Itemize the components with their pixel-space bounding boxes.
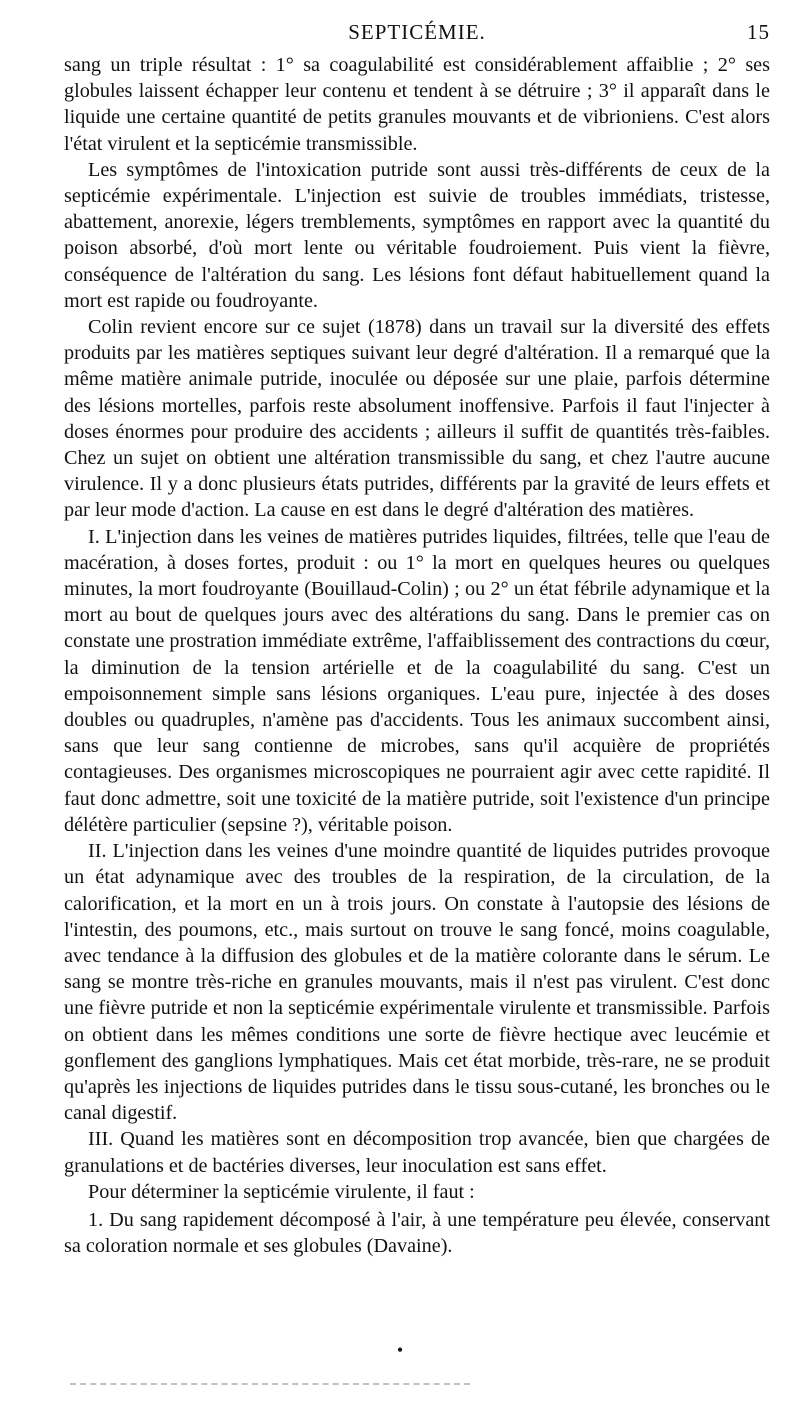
running-title: SEPTICÉMIE. [348, 20, 486, 44]
page [64, 20, 770, 1259]
paragraph-section-iii: III. Quand les matières sont en décomposition trop avancée, bien que chargées de granulations et de bactéries diverses, leur inoculation est sans effet. [64, 1128, 770, 1177]
running-header [64, 20, 770, 52]
paragraph-requirements-intro: Pour déterminer la septicémie virulente, il faut : [88, 1180, 475, 1203]
paragraph-colin: Colin revient encore sur ce sujet (1878) dans un travail sur la diversité des effets produits par les matières septiques suivant leur degré d'altération. Il a remarqué que la même matière animale putride, inoculée ou déposée sur une plaie, parfois détermine des lésions mortelles, parfois reste absolument inoffensive. Parfois il faut l'injecter à doses énormes pour produire des accidents ; ailleurs il suffit de quantités très-faibles. Chez un sujet on obtient une altération transmissible du sang, et chez l'autre aucune virulence. Il y a donc plusieurs états putrides, différents par la gravité de leurs effets et par leur mode d'action. La cause en est dans le degré d'altération des matières. [64, 316, 770, 522]
scan-artifact-line [70, 1383, 470, 1385]
page-number: 15 [747, 20, 770, 44]
paragraph-section-ii: II. L'injection dans les veines d'une moindre quantité de liquides putrides provoque un état adynamique avec des troubles de la respiration, de la circulation, de la calorification, et la mort en un à trois jours. On constate à l'autopsie des lésions de l'intestin, des poumons, etc., mais surtout on trouve le sang foncé, moins coagulable, avec tendance à la diffusion des globules et de la matière colorante dans le sérum. Le sang se montre très-riche en granules mouvants, mais il n'est pas virulent. C'est donc une fièvre putride et non la septicémie expérimentale virulente et transmissible. Parfois on obtient dans les mêmes conditions une sorte de fièvre hectique avec leucémie et gonflement des ganglions lymphatiques. Mais cet état morbide, très-rare, ne se produit qu'après les injections de liquides putrides dans le tissu sous-cutané, les bronches ou le canal digestif. [64, 840, 770, 1125]
paragraph-continuation: sang un triple résultat : 1° sa coagulabilité est considérablement affaiblie ; 2° ses globules laissent échapper leur contenu et tendent à se détruire ; 3° il apparaît dans le liquide une certaine quantité de petits granules mouvants et de vibrioniens. C'est alors l'état virulent et la septicémie transmissible. [64, 54, 770, 155]
paragraph-symptoms: Les symptômes de l'intoxication putride sont aussi très-différents de ceux de la septicémie expérimentale. L'injection est suivie de troubles immédiats, tristesse, abattement, anorexie, légers tremblements, symptômes en rapport avec la quantité du poison absorbé, d'où mort lente ou véritable foudroiement. Puis vient la fièvre, conséquence de l'altération du sang. Les lésions font défaut habituellement quand la mort est rapide ou foudroyante. [64, 158, 770, 312]
page-body [64, 52, 770, 1259]
paragraph-requirement-1: 1. Du sang rapidement décomposé à l'air, à une température peu élevée, conservant sa coloration normale et ses globules (Davaine). [64, 1208, 770, 1258]
paragraph-section-i: I. L'injection dans les veines de matières putrides liquides, filtrées, telle que l'eau de macération, à doses fortes, produit : ou 1° la mort en quelques heures ou quelques minutes, la mort foudroyante (Bouillaud-Colin) ; ou 2° un état fébrile adynamique et la mort au bout de quelques jours avec des altérations du sang. Dans le premier cas on constate une prostration immédiate extrême, l'affaiblissement des contractions du cœur, la diminution de la tension artérielle et de la coagulabilité du sang. C'est un empoisonnement simple sans lésions organiques. L'eau pure, injectée à des doses doubles ou quadruples, n'amène pas d'accidents. Tous les animaux succombent ainsi, sans que leur sang contienne de microbes, sans qu'il acquière de propriétés contagieuses. Des organismes microscopiques ne pourraient agir avec cette rapidité. Il faut donc admettre, soit une toxicité de la matière putride, soit l'existence d'un principe délétère particulier (sepsine ?), véritable poison. [64, 525, 770, 836]
footer-mark: • [396, 1340, 404, 1360]
